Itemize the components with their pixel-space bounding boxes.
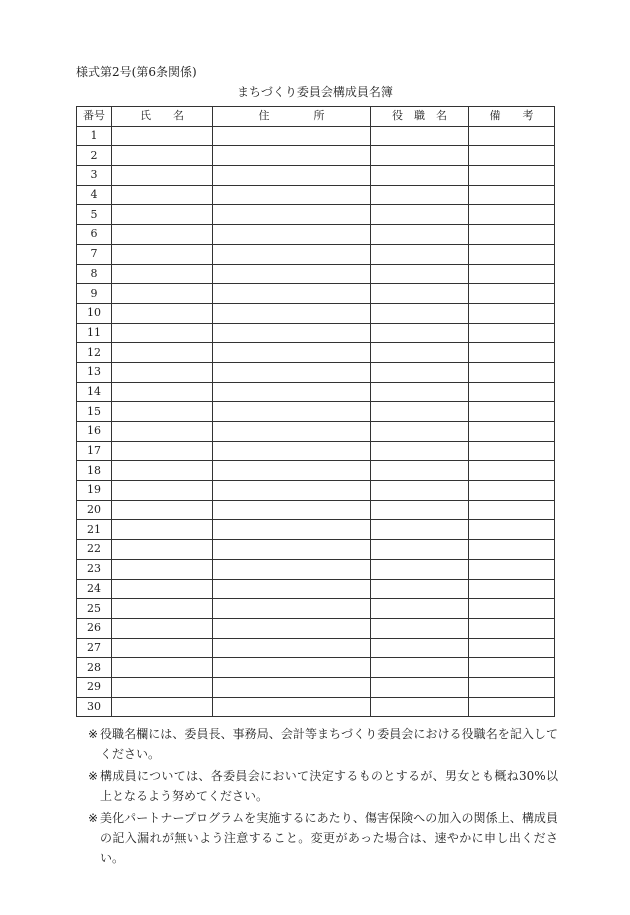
- row-number: 9: [77, 284, 112, 304]
- role-cell[interactable]: [371, 677, 469, 697]
- table-row: [77, 382, 555, 402]
- name-cell[interactable]: [112, 658, 213, 678]
- role-cell[interactable]: [371, 540, 469, 560]
- role-cell[interactable]: [371, 166, 469, 186]
- row-number: 8: [77, 264, 112, 284]
- row-number: 1: [77, 126, 112, 146]
- remarks-cell[interactable]: [469, 323, 555, 343]
- name-cell[interactable]: [112, 244, 213, 264]
- address-cell[interactable]: [213, 481, 371, 501]
- address-cell[interactable]: [213, 126, 371, 146]
- row-number: 12: [77, 343, 112, 363]
- address-cell[interactable]: [213, 618, 371, 638]
- table-header-row: [77, 107, 555, 127]
- role-cell[interactable]: [371, 244, 469, 264]
- row-number: 16: [77, 422, 112, 442]
- row-number: 24: [77, 579, 112, 599]
- remarks-cell[interactable]: [469, 303, 555, 323]
- row-number: 17: [77, 441, 112, 461]
- role-cell[interactable]: [371, 264, 469, 284]
- column-header-role: 役 職 名: [371, 107, 469, 127]
- remarks-cell[interactable]: [469, 284, 555, 304]
- address-cell[interactable]: [213, 244, 371, 264]
- row-number: 29: [77, 677, 112, 697]
- role-cell[interactable]: [371, 402, 469, 422]
- remarks-cell[interactable]: [469, 579, 555, 599]
- remarks-cell[interactable]: [469, 559, 555, 579]
- remarks-cell[interactable]: [469, 126, 555, 146]
- name-cell[interactable]: [112, 599, 213, 619]
- name-cell[interactable]: [112, 697, 213, 717]
- remarks-cell[interactable]: [469, 520, 555, 540]
- role-cell[interactable]: [371, 284, 469, 304]
- remarks-cell[interactable]: [469, 205, 555, 225]
- name-cell[interactable]: [112, 638, 213, 658]
- address-cell[interactable]: [213, 264, 371, 284]
- row-number: 13: [77, 362, 112, 382]
- table-row: [77, 303, 555, 323]
- role-cell[interactable]: [371, 481, 469, 501]
- table-row: [77, 323, 555, 343]
- remarks-cell[interactable]: [469, 461, 555, 481]
- note-text: 構成員については、各委員会において決定するものとするが、男女とも概ね30%以上となるよう努めてください。: [100, 769, 558, 803]
- table-row: [77, 264, 555, 284]
- name-cell[interactable]: [112, 461, 213, 481]
- name-cell[interactable]: [112, 559, 213, 579]
- row-number: 30: [77, 697, 112, 717]
- address-cell[interactable]: [213, 500, 371, 520]
- table-row: [77, 599, 555, 619]
- row-number: 18: [77, 461, 112, 481]
- address-cell[interactable]: [213, 402, 371, 422]
- remarks-cell[interactable]: [469, 402, 555, 422]
- row-number: 23: [77, 559, 112, 579]
- role-cell[interactable]: [371, 618, 469, 638]
- name-cell[interactable]: [112, 441, 213, 461]
- table-row: [77, 244, 555, 264]
- table-row: [77, 126, 555, 146]
- address-cell[interactable]: [213, 520, 371, 540]
- note-item: [88, 808, 558, 868]
- role-cell[interactable]: [371, 303, 469, 323]
- remarks-cell[interactable]: [469, 343, 555, 363]
- remarks-cell[interactable]: [469, 658, 555, 678]
- row-number: 15: [77, 402, 112, 422]
- name-cell[interactable]: [112, 382, 213, 402]
- remarks-cell[interactable]: [469, 441, 555, 461]
- role-cell[interactable]: [371, 599, 469, 619]
- role-cell[interactable]: [371, 205, 469, 225]
- table-row: [77, 697, 555, 717]
- name-cell[interactable]: [112, 343, 213, 363]
- remarks-cell[interactable]: [469, 244, 555, 264]
- row-number: 27: [77, 638, 112, 658]
- remarks-cell[interactable]: [469, 677, 555, 697]
- role-cell[interactable]: [371, 126, 469, 146]
- role-cell[interactable]: [371, 146, 469, 166]
- remarks-cell[interactable]: [469, 618, 555, 638]
- table-row: [77, 520, 555, 540]
- role-cell[interactable]: [371, 441, 469, 461]
- note-text: 美化パートナープログラムを実施するにあたり、傷害保険への加入の関係上、構成員の記入漏れが無いよう注意すること。変更があった場合は、速やかに申し出ください。: [100, 811, 558, 865]
- row-number: 26: [77, 618, 112, 638]
- table-row: [77, 638, 555, 658]
- row-number: 6: [77, 225, 112, 245]
- column-header-name: 氏 名: [112, 107, 213, 127]
- row-number: 14: [77, 382, 112, 402]
- address-cell[interactable]: [213, 323, 371, 343]
- name-cell[interactable]: [112, 225, 213, 245]
- table-row: [77, 205, 555, 225]
- column-header-number: 番号: [77, 107, 112, 127]
- remarks-cell[interactable]: [469, 599, 555, 619]
- role-cell[interactable]: [371, 382, 469, 402]
- name-cell[interactable]: [112, 579, 213, 599]
- address-cell[interactable]: [213, 146, 371, 166]
- remarks-cell[interactable]: [469, 225, 555, 245]
- role-cell[interactable]: [371, 461, 469, 481]
- table-row: [77, 618, 555, 638]
- table-row: [77, 402, 555, 422]
- column-header-address: 住 所: [213, 107, 371, 127]
- note-item: [88, 724, 558, 764]
- remarks-cell[interactable]: [469, 500, 555, 520]
- address-cell[interactable]: [213, 185, 371, 205]
- row-number: 4: [77, 185, 112, 205]
- table-row: [77, 166, 555, 186]
- table-row: [77, 441, 555, 461]
- row-number: 20: [77, 500, 112, 520]
- address-cell[interactable]: [213, 677, 371, 697]
- note-text: 役職名欄には、委員長、事務局、会計等まちづくり委員会における役職名を記入してください。: [100, 727, 558, 761]
- name-cell[interactable]: [112, 264, 213, 284]
- remarks-cell[interactable]: [469, 638, 555, 658]
- note-mark: ※: [88, 727, 99, 741]
- row-number: 3: [77, 166, 112, 186]
- name-cell[interactable]: [112, 481, 213, 501]
- table-row: [77, 284, 555, 304]
- name-cell[interactable]: [112, 402, 213, 422]
- address-cell[interactable]: [213, 697, 371, 717]
- remarks-cell[interactable]: [469, 481, 555, 501]
- name-cell[interactable]: [112, 540, 213, 560]
- remarks-cell[interactable]: [469, 146, 555, 166]
- remarks-cell[interactable]: [469, 166, 555, 186]
- remarks-cell[interactable]: [469, 264, 555, 284]
- table-body: [77, 126, 555, 717]
- table-row: [77, 422, 555, 442]
- role-cell[interactable]: [371, 185, 469, 205]
- name-cell[interactable]: [112, 362, 213, 382]
- name-cell[interactable]: [112, 422, 213, 442]
- column-header-remarks: 備 考: [469, 107, 555, 127]
- name-cell[interactable]: [112, 185, 213, 205]
- role-cell[interactable]: [371, 559, 469, 579]
- address-cell[interactable]: [213, 382, 371, 402]
- name-cell[interactable]: [112, 520, 213, 540]
- member-roster-table: [76, 106, 555, 717]
- remarks-cell[interactable]: [469, 185, 555, 205]
- role-cell[interactable]: [371, 658, 469, 678]
- table-row: [77, 343, 555, 363]
- row-number: 2: [77, 146, 112, 166]
- table-row: [77, 559, 555, 579]
- row-number: 7: [77, 244, 112, 264]
- table-row: [77, 146, 555, 166]
- row-number: 28: [77, 658, 112, 678]
- table-row: [77, 658, 555, 678]
- role-cell[interactable]: [371, 697, 469, 717]
- table-row: [77, 481, 555, 501]
- remarks-cell[interactable]: [469, 382, 555, 402]
- address-cell[interactable]: [213, 422, 371, 442]
- name-cell[interactable]: [112, 284, 213, 304]
- role-cell[interactable]: [371, 343, 469, 363]
- address-cell[interactable]: [213, 303, 371, 323]
- remarks-cell[interactable]: [469, 697, 555, 717]
- table-row: [77, 500, 555, 520]
- address-cell[interactable]: [213, 461, 371, 481]
- remarks-cell[interactable]: [469, 422, 555, 442]
- role-cell[interactable]: [371, 520, 469, 540]
- role-cell[interactable]: [371, 500, 469, 520]
- table-row: [77, 461, 555, 481]
- row-number: 19: [77, 481, 112, 501]
- address-cell[interactable]: [213, 579, 371, 599]
- name-cell[interactable]: [112, 303, 213, 323]
- role-cell[interactable]: [371, 579, 469, 599]
- table-row: [77, 185, 555, 205]
- address-cell[interactable]: [213, 599, 371, 619]
- name-cell[interactable]: [112, 323, 213, 343]
- address-cell[interactable]: [213, 658, 371, 678]
- role-cell[interactable]: [371, 422, 469, 442]
- address-cell[interactable]: [213, 284, 371, 304]
- address-cell[interactable]: [213, 166, 371, 186]
- row-number: 10: [77, 303, 112, 323]
- name-cell[interactable]: [112, 677, 213, 697]
- document-title: まちづくり委員会構成員名簿: [237, 85, 393, 99]
- remarks-cell[interactable]: [469, 362, 555, 382]
- note-item: [88, 766, 558, 806]
- row-number: 5: [77, 205, 112, 225]
- row-number: 21: [77, 520, 112, 540]
- address-cell[interactable]: [213, 441, 371, 461]
- remarks-cell[interactable]: [469, 540, 555, 560]
- role-cell[interactable]: [371, 638, 469, 658]
- note-mark: ※: [88, 811, 99, 825]
- table-row: [77, 540, 555, 560]
- row-number: 11: [77, 323, 112, 343]
- name-cell[interactable]: [112, 146, 213, 166]
- form-label: 様式第2号(第6条関係): [76, 65, 197, 79]
- table-row: [77, 362, 555, 382]
- table-row: [77, 225, 555, 245]
- address-cell[interactable]: [213, 540, 371, 560]
- address-cell[interactable]: [213, 559, 371, 579]
- address-cell[interactable]: [213, 343, 371, 363]
- name-cell[interactable]: [112, 126, 213, 146]
- name-cell[interactable]: [112, 166, 213, 186]
- role-cell[interactable]: [371, 225, 469, 245]
- table-row: [77, 579, 555, 599]
- notes-section: [88, 724, 558, 870]
- address-cell[interactable]: [213, 225, 371, 245]
- note-mark: ※: [88, 769, 99, 783]
- address-cell[interactable]: [213, 638, 371, 658]
- address-cell[interactable]: [213, 362, 371, 382]
- address-cell[interactable]: [213, 205, 371, 225]
- name-cell[interactable]: [112, 618, 213, 638]
- name-cell[interactable]: [112, 205, 213, 225]
- row-number: 25: [77, 599, 112, 619]
- role-cell[interactable]: [371, 323, 469, 343]
- role-cell[interactable]: [371, 362, 469, 382]
- row-number: 22: [77, 540, 112, 560]
- table-row: [77, 677, 555, 697]
- name-cell[interactable]: [112, 500, 213, 520]
